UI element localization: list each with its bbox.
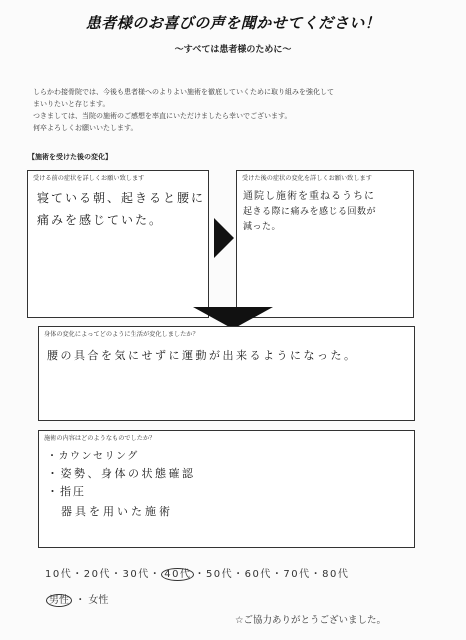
age-option[interactable]: 20代 [83, 569, 111, 580]
handwritten-line: 痛みを感じていた。 [37, 213, 164, 227]
life-change-box [38, 326, 415, 421]
handwritten-line: 通院し施術を重ねるうちに [243, 191, 375, 202]
gender-separator: ・ [75, 595, 86, 606]
after-symptom-label: 受けた後の症状の変化を詳しくお願い致します [242, 175, 372, 182]
handwritten-line: ・指圧 [47, 485, 86, 498]
gender-option-male[interactable]: 男性 [46, 594, 72, 607]
treatment-label: 施術の内容はどのようなものでしたか？ [44, 435, 156, 442]
thanks-message: ☆ご協力ありがとうございました。 [235, 615, 387, 626]
age-option[interactable]: 80代 [322, 569, 350, 580]
intro-line: まいりたいと存じます。 [33, 100, 110, 108]
gender-option-female[interactable]: 女性 [88, 595, 109, 606]
handwritten-line: ・カウンセリング [47, 451, 139, 462]
age-option-selected[interactable]: 40代 [161, 568, 194, 581]
treatment-box [38, 430, 415, 548]
age-option[interactable]: 50代 [205, 569, 234, 580]
page-subtitle: ～すべては患者様のために～ [174, 45, 292, 55]
before-symptom-box [27, 170, 209, 318]
intro-line: 何卒よろしくお願いいたします。 [33, 124, 138, 132]
section-title: 【施術を受けた後の変化】 [28, 153, 112, 161]
intro-line: しらかわ接骨院では、今後も患者様へのよりよい施術を徹底していくために取り組みを強化して [33, 88, 334, 96]
handwritten-line: 減った。 [243, 222, 282, 232]
handwritten-line: 起きる際に痛みを感じる回数が [243, 207, 377, 217]
age-options: 10代・20代・30代・ 40代 ・50代・60代・70代・80代 [45, 569, 350, 580]
page-title: 患者様のお喜びの声を聞かせてください！ [85, 14, 381, 32]
age-option[interactable]: 60代 [244, 569, 272, 580]
intro-text [33, 86, 443, 134]
gender-options [46, 591, 108, 606]
after-symptom-box [236, 170, 414, 318]
intro-line: つきましては、当院の施術のご感想を率直にいただけましたら幸いでございます。 [33, 112, 292, 120]
life-change-label: 身体の変化によってどのように生活が変化しましたか？ [44, 331, 199, 338]
age-option[interactable]: 30代 [122, 569, 150, 580]
age-option[interactable]: 70代 [283, 569, 311, 580]
age-option[interactable]: 10代 [45, 569, 73, 580]
arrow-right-icon [214, 218, 234, 258]
handwritten-line: 寝ている朝、起きると腰に [37, 191, 206, 205]
before-symptom-label: 受ける前の症状を詳しくお願い致します [33, 175, 145, 182]
handwritten-line: 器具を用いた施術 [61, 505, 173, 518]
handwritten-line: ・姿勢、身体の状態確認 [47, 467, 196, 480]
handwritten-line: 腰の具合を気にせずに運動が出来るようになった。 [47, 349, 358, 362]
